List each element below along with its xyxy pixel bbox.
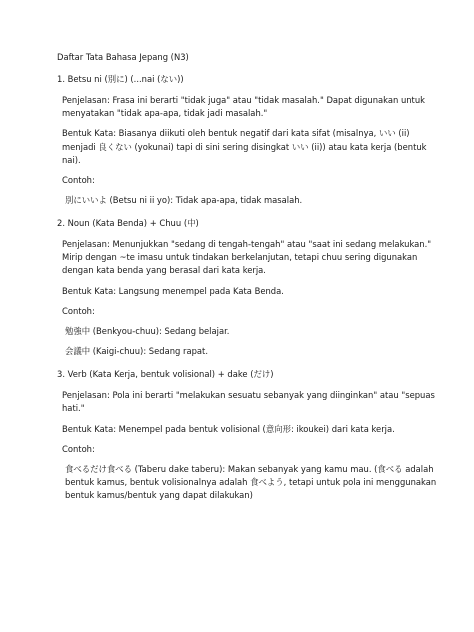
section-2-explanation: Penjelasan: Menunjukkan "sedang di tengah-tengah" atau "saat ini sedang melakukan." Mirip dengan ~te imasu untuk tindakan berkelanjutan, tetapi chuu sering digunakan dengan kata benda yang berasal dari kata kerja.	[62, 239, 432, 276]
section-2-heading: 2. Noun (Kata Benda) + Chuu (中)	[57, 217, 199, 228]
section-2-example-label: Contoh:	[62, 305, 95, 316]
document-title: Daftar Tata Bahasa Jepang (N3)	[57, 52, 189, 62]
section-1-explanation: Penjelasan: Frasa ini berarti "tidak juga" atau "tidak masalah." Dapat digunakan untuk menyatakan "tidak apa-apa, tidak jadi masalah."	[62, 94, 425, 119]
section-1-form: Bentuk Kata: Biasanya diikuti oleh bentuk negatif dari kata sifat (misalnya, いい (ii) menjadi 良くない (yokunai) tapi di sini sering disingkat いい (ii)) atau kata kerja (bentuk nai).	[62, 128, 427, 165]
section-3-example-label: Contoh:	[62, 443, 95, 454]
section-1-example-label: Contoh:	[62, 174, 95, 185]
section-3-explanation: Penjelasan: Pola ini berarti "melakukan sesuatu sebanyak yang diinginkan" atau "sepuas hati."	[62, 390, 435, 414]
section-1-heading: 1. Betsu ni (別に) (...nai (ない))	[57, 73, 184, 84]
section-2-example-1: 勉強中 (Benkyou-chuu): Sedang belajar.	[65, 326, 230, 337]
section-2-example-2: 会議中 (Kaigi-chuu): Sedang rapat.	[65, 346, 208, 357]
section-3-form: Bentuk Kata: Menempel pada bentuk volisional (意向形: ikoukei) dari kata kerja.	[62, 423, 395, 434]
section-2-form: Bentuk Kata: Langsung menempel pada Kata Benda.	[62, 285, 284, 296]
section-1-example-1: 別にいいよ (Betsu ni ii yo): Tidak apa-apa, tidak masalah.	[65, 195, 303, 206]
section-3-heading: 3. Verb (Kata Kerja, bentuk volisional) + dake (だけ)	[57, 368, 274, 379]
section-3-example-1: 食べるだけ食べる (Taberu dake taberu): Makan sebanyak yang kamu mau. (食べる adalah bentuk kamus, bentuk volisionalnya adalah 食べよう, tetapi untuk pola ini menggunakan bentuk kamus/bentuk yang dapat dilakukan)	[65, 463, 437, 501]
